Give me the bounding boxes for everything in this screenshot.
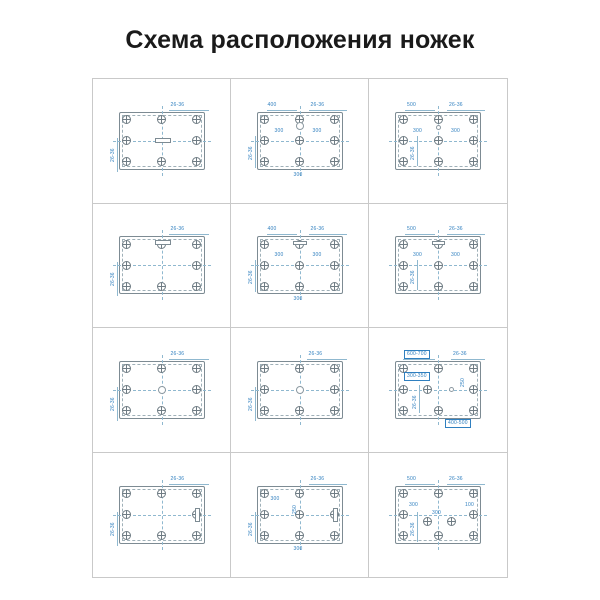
diagram-cell-11[interactable] <box>231 453 369 578</box>
dim-rule <box>255 136 256 168</box>
dim-label: 300 <box>293 171 303 178</box>
foot-marker <box>295 489 304 498</box>
dim-rule <box>447 110 485 111</box>
plan-drawing <box>247 475 351 552</box>
foot-marker <box>399 510 408 519</box>
foot-marker <box>122 240 131 249</box>
plan-drawing <box>247 350 351 427</box>
foot-marker <box>399 385 408 394</box>
dim-label: 26-36 <box>109 272 116 287</box>
diagram-cell-9[interactable] <box>369 328 507 453</box>
foot-marker <box>192 364 201 373</box>
foot-marker <box>434 282 443 291</box>
foot-marker <box>192 489 201 498</box>
foot-marker <box>192 136 201 145</box>
foot-marker <box>295 364 304 373</box>
foot-marker <box>469 261 478 270</box>
foot-marker <box>192 261 201 270</box>
dim-label: 300 <box>270 495 280 502</box>
foot-marker <box>295 531 304 540</box>
foot-marker <box>192 240 201 249</box>
dim-rule <box>405 484 435 485</box>
drain-circle <box>296 386 304 394</box>
foot-marker <box>157 157 166 166</box>
dim-label: 26-36 <box>410 521 416 536</box>
foot-marker <box>469 510 478 519</box>
foot-marker <box>330 282 339 291</box>
foot-marker <box>295 406 304 415</box>
foot-marker <box>399 282 408 291</box>
foot-marker <box>192 157 201 166</box>
foot-marker <box>399 240 408 249</box>
drain-circle <box>449 387 454 392</box>
dim-rule <box>255 512 256 542</box>
dim-label: 400-500 <box>445 419 471 428</box>
plan-drawing <box>387 101 489 178</box>
dim-rule <box>405 110 435 111</box>
foot-marker <box>260 240 269 249</box>
diagram-cell-3[interactable] <box>369 79 507 204</box>
foot-marker <box>157 531 166 540</box>
dim-label: 26-36 <box>109 521 116 536</box>
diagram-cell-5[interactable] <box>231 204 369 329</box>
foot-marker <box>260 282 269 291</box>
dim-label: 26-36 <box>412 394 418 409</box>
diagram-cell-6[interactable] <box>369 204 507 329</box>
dim-rule <box>267 234 297 235</box>
plan-drawing <box>387 475 489 552</box>
foot-marker <box>399 406 408 415</box>
foot-marker <box>469 531 478 540</box>
dim-label: 300 <box>432 509 441 516</box>
foot-marker <box>423 517 432 526</box>
dim-label: 26-36 <box>310 475 325 482</box>
dim-label: 26-36 <box>449 226 463 233</box>
dim-label: 26-36 <box>170 101 185 108</box>
foot-marker <box>295 136 304 145</box>
dim-rule <box>267 110 297 111</box>
dim-label: 26-36 <box>247 270 254 285</box>
dim-rule <box>255 387 256 421</box>
foot-marker <box>122 115 131 124</box>
dim-label: 300 <box>451 127 460 134</box>
foot-marker <box>469 406 478 415</box>
diagram-cell-8[interactable] <box>231 328 369 453</box>
dim-rule <box>117 138 118 172</box>
page-title: Схема расположения ножек <box>125 26 475 54</box>
foot-marker <box>192 531 201 540</box>
dim-rule <box>309 234 347 235</box>
dim-rule <box>309 484 347 485</box>
foot-marker <box>330 240 339 249</box>
dim-label: 300 <box>293 545 303 552</box>
dim-rule <box>117 262 118 296</box>
foot-marker <box>122 385 131 394</box>
foot-marker <box>295 282 304 291</box>
foot-marker <box>122 531 131 540</box>
dim-rule <box>169 359 209 360</box>
plan-drawing <box>109 350 213 427</box>
dim-label: 300 <box>312 252 322 259</box>
dim-rule <box>255 260 256 292</box>
dim-label: 26-36 <box>310 226 325 233</box>
foot-marker <box>260 115 269 124</box>
foot-marker <box>469 136 478 145</box>
drain-slot <box>432 241 445 245</box>
foot-marker <box>122 157 131 166</box>
foot-marker <box>399 489 408 498</box>
drain-circle <box>436 125 441 130</box>
foot-marker <box>157 115 166 124</box>
foot-marker <box>434 136 443 145</box>
dim-rule <box>309 110 347 111</box>
dim-label: 500 <box>407 475 416 482</box>
drain-slot <box>155 138 171 143</box>
foot-marker <box>399 157 408 166</box>
plan-drawing <box>249 228 351 302</box>
dim-label: 300 <box>274 127 284 134</box>
foot-marker <box>192 385 201 394</box>
dim-label: 300 <box>413 127 422 134</box>
dim-label: 100 <box>465 501 474 508</box>
foot-marker <box>260 489 269 498</box>
foot-marker <box>469 282 478 291</box>
dim-label: 300-350 <box>404 372 430 381</box>
dim-label: 300 <box>451 252 460 259</box>
foot-marker <box>469 385 478 394</box>
plan-drawing <box>387 350 489 427</box>
foot-marker <box>330 115 339 124</box>
foot-marker <box>260 136 269 145</box>
foot-marker <box>399 136 408 145</box>
foot-marker <box>122 364 131 373</box>
diagram-cell-2[interactable] <box>231 79 369 204</box>
dim-rule <box>403 359 435 360</box>
plan-drawing <box>109 475 213 552</box>
foot-marker <box>157 406 166 415</box>
foot-marker <box>157 282 166 291</box>
foot-marker <box>122 261 131 270</box>
foot-marker <box>157 489 166 498</box>
foot-marker <box>469 240 478 249</box>
dim-label: 300 <box>312 127 322 134</box>
foot-marker <box>192 406 201 415</box>
dim-label: 500 <box>407 101 416 108</box>
foot-marker <box>295 261 304 270</box>
drain-slot <box>195 508 200 522</box>
foot-marker <box>399 261 408 270</box>
dim-rule <box>169 234 209 235</box>
foot-marker <box>434 489 443 498</box>
dim-label: 300 <box>409 501 418 508</box>
foot-marker <box>434 115 443 124</box>
plan-drawing <box>111 228 213 302</box>
foot-marker <box>157 364 166 373</box>
foot-marker <box>434 406 443 415</box>
dim-rule <box>307 359 347 360</box>
dim-rule <box>169 484 209 485</box>
foot-marker <box>330 157 339 166</box>
dim-rule <box>417 512 418 542</box>
foot-marker <box>330 364 339 373</box>
dim-label: 300 <box>293 296 303 303</box>
foot-marker <box>469 489 478 498</box>
dim-rule <box>417 136 418 166</box>
drain-circle <box>158 386 166 394</box>
foot-marker <box>122 136 131 145</box>
foot-marker <box>330 406 339 415</box>
plan-drawing <box>387 228 489 302</box>
foot-marker <box>192 282 201 291</box>
dim-label: 300 <box>274 252 284 259</box>
dim-rule <box>447 484 485 485</box>
dim-label: 26-36 <box>109 147 116 162</box>
drain-circle <box>296 122 304 130</box>
dim-rule <box>417 260 418 290</box>
dim-label: 26-36 <box>410 145 416 160</box>
layout-grid <box>92 78 508 578</box>
dim-rule <box>117 387 118 421</box>
dim-label: 250 <box>291 504 298 514</box>
foot-marker <box>260 406 269 415</box>
dim-rule <box>419 385 420 413</box>
foot-marker <box>260 531 269 540</box>
dim-label: 400 <box>267 226 277 233</box>
dim-label: 26-36 <box>109 396 116 411</box>
drain-slot <box>293 241 307 245</box>
foot-marker <box>330 531 339 540</box>
dim-label: 26-36 <box>170 226 185 233</box>
foot-marker <box>330 136 339 145</box>
foot-marker <box>260 510 269 519</box>
dim-label: 26-36 <box>170 475 185 482</box>
dim-rule <box>451 359 485 360</box>
foot-marker <box>469 115 478 124</box>
foot-marker <box>260 385 269 394</box>
plan-drawing <box>109 101 213 178</box>
diagram-cell-4[interactable] <box>93 204 231 329</box>
foot-marker <box>399 531 408 540</box>
plan-drawing <box>247 101 351 178</box>
dim-label: 26-36 <box>449 475 463 482</box>
foot-marker <box>122 406 131 415</box>
foot-marker <box>260 261 269 270</box>
foot-marker <box>447 517 456 526</box>
dim-label: 26-36 <box>308 350 323 357</box>
foot-marker <box>434 157 443 166</box>
foot-marker <box>260 157 269 166</box>
foot-marker <box>469 157 478 166</box>
dim-label: 26-36 <box>170 350 185 357</box>
dim-label: 26-36 <box>453 350 467 357</box>
dim-label: 250 <box>460 377 466 387</box>
dim-label: 26-36 <box>247 396 254 411</box>
dim-rule <box>169 110 209 111</box>
foot-marker <box>122 489 131 498</box>
dim-label: 26-36 <box>310 101 325 108</box>
foot-marker <box>295 157 304 166</box>
dim-label: 26-36 <box>410 270 416 285</box>
foot-marker <box>423 385 432 394</box>
foot-marker <box>330 261 339 270</box>
drain-slot <box>155 240 171 245</box>
foot-marker <box>434 531 443 540</box>
dim-label: 26-36 <box>247 145 254 160</box>
foot-marker <box>330 489 339 498</box>
foot-marker <box>434 261 443 270</box>
foot-marker <box>122 510 131 519</box>
diagram-cell-7[interactable] <box>93 328 231 453</box>
foot-marker <box>122 282 131 291</box>
foot-marker <box>330 385 339 394</box>
dim-label: 600-700 <box>404 350 430 359</box>
drain-slot <box>333 508 338 522</box>
diagram-cell-10[interactable] <box>93 453 231 578</box>
dim-label: 300 <box>413 252 422 259</box>
dim-rule <box>405 234 435 235</box>
diagram-cell-12[interactable] <box>369 453 507 578</box>
foot-marker <box>399 115 408 124</box>
foot-marker <box>192 115 201 124</box>
foot-marker <box>469 364 478 373</box>
dim-label: 500 <box>407 226 416 233</box>
foot-marker <box>434 364 443 373</box>
dim-rule <box>447 234 485 235</box>
dim-label: 26-36 <box>449 101 463 108</box>
dim-label: 400 <box>267 101 277 108</box>
foot-marker <box>260 364 269 373</box>
dim-rule <box>117 512 118 546</box>
dim-label: 26-36 <box>247 521 254 536</box>
diagram-cell-1[interactable] <box>93 79 231 204</box>
